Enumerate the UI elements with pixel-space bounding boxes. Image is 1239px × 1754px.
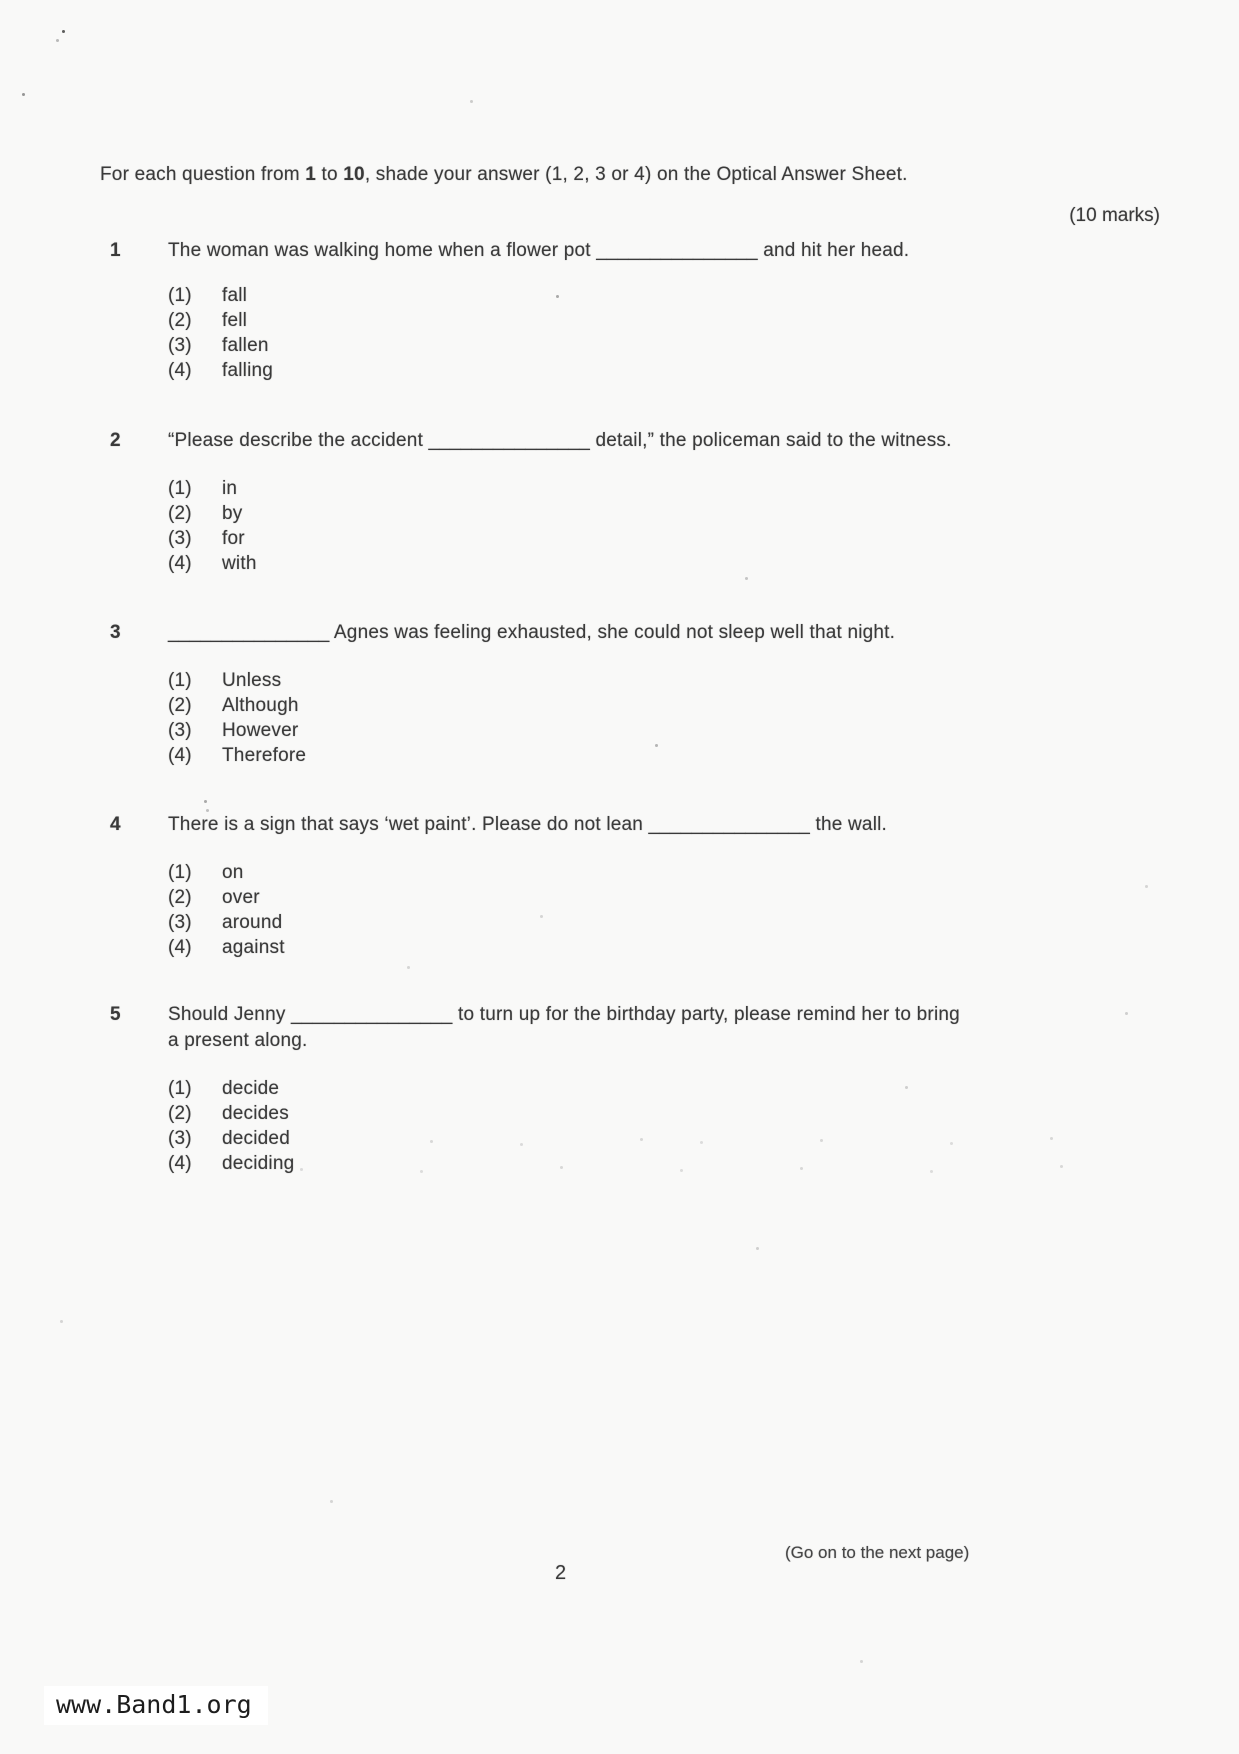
option-row: [168, 718, 1150, 743]
option-row: [168, 910, 1150, 935]
option-label: (3): [168, 912, 192, 933]
option-row: [168, 935, 1150, 960]
option-row: [168, 333, 1150, 358]
option-text: Therefore: [222, 745, 307, 766]
option-row: [168, 1151, 1150, 1176]
option-text: in: [222, 478, 238, 499]
option-row: [168, 1101, 1150, 1126]
option-text: for: [222, 528, 245, 549]
options-list: [168, 860, 1150, 960]
option-text: fell: [222, 310, 248, 331]
option-text: Although: [222, 695, 299, 716]
option-label: (3): [168, 528, 192, 549]
option-row: [168, 551, 1150, 576]
option-label: (4): [168, 937, 192, 958]
options-list: [168, 1076, 1150, 1176]
option-row: [168, 358, 1150, 383]
option-label: (1): [168, 478, 192, 499]
question-number: 2: [110, 430, 121, 451]
option-text: by: [222, 503, 243, 524]
option-text: on: [222, 862, 244, 883]
question-5: [110, 1002, 1150, 1176]
question-number: 3: [110, 622, 121, 643]
instruction-text: to: [316, 164, 344, 185]
option-text: fallen: [222, 335, 269, 356]
instruction-range-start: 1: [305, 164, 317, 185]
option-text: fall: [222, 285, 248, 306]
option-row: [168, 743, 1150, 768]
option-text: falling: [222, 360, 274, 381]
option-label: (4): [168, 1153, 192, 1174]
scan-noise-specks: [0, 0, 3, 3]
option-label: (1): [168, 862, 192, 883]
option-label: (3): [168, 335, 192, 356]
option-label: (3): [168, 1128, 192, 1149]
watermark-band1: www.Band1.org: [44, 1686, 268, 1725]
option-row: [168, 885, 1150, 910]
question-text: “Please describe the accident _______________ detail,” the policeman said to the witness.: [168, 430, 952, 451]
option-text: decides: [222, 1103, 289, 1124]
section-instructions: [100, 162, 1100, 188]
option-label: (2): [168, 887, 192, 908]
option-row: [168, 668, 1150, 693]
question-number: 1: [110, 240, 121, 261]
option-row: [168, 308, 1150, 333]
question-number: 5: [110, 1004, 121, 1025]
option-text: However: [222, 720, 299, 741]
options-list: [168, 283, 1150, 383]
question-3: [110, 620, 1150, 768]
option-label: (4): [168, 745, 192, 766]
option-label: (2): [168, 503, 192, 524]
question-text-line: a present along.: [168, 1030, 308, 1051]
option-text: decided: [222, 1128, 290, 1149]
go-on-next-page-note: (Go on to the next page): [785, 1543, 970, 1562]
option-row: [168, 501, 1150, 526]
question-4: [110, 812, 1150, 960]
option-label: (1): [168, 670, 192, 691]
option-label: (1): [168, 1078, 192, 1099]
option-text: against: [222, 937, 285, 958]
option-label: (2): [168, 1103, 192, 1124]
instruction-text: , shade your answer (1, 2, 3 or 4) on the Optical Answer Sheet.: [364, 164, 908, 185]
option-label: (2): [168, 695, 192, 716]
option-row: [168, 526, 1150, 551]
question-text: _______________ Agnes was feeling exhausted, she could not sleep well that night.: [168, 622, 896, 643]
option-label: (3): [168, 720, 192, 741]
options-list: [168, 668, 1150, 768]
question-2: [110, 428, 1150, 576]
option-text: decide: [222, 1078, 280, 1099]
question-text: There is a sign that says ‘wet paint’. Please do not lean _______________ the wall.: [168, 814, 888, 835]
question-text: [168, 1002, 1150, 1054]
option-row: [168, 860, 1150, 885]
option-text: with: [222, 553, 257, 574]
option-row: [168, 693, 1150, 718]
option-label: (4): [168, 360, 192, 381]
question-1: [110, 238, 1150, 383]
option-text: Unless: [222, 670, 282, 691]
marks-label: (10 marks): [1069, 205, 1160, 226]
option-label: (1): [168, 285, 192, 306]
option-label: (4): [168, 553, 192, 574]
page-number: 2: [555, 1562, 567, 1584]
option-text: over: [222, 887, 260, 908]
question-number: 4: [110, 814, 121, 835]
option-row: [168, 1076, 1150, 1101]
option-text: around: [222, 912, 283, 933]
instruction-range-end: 10: [343, 164, 365, 185]
question-text-line: Should Jenny _______________ to turn up for the birthday party, please remind her to bring: [168, 1004, 960, 1025]
option-row: [168, 476, 1150, 501]
options-list: [168, 476, 1150, 576]
instruction-text: For each question from: [100, 164, 306, 185]
question-text: The woman was walking home when a flower pot _______________ and hit her head.: [168, 240, 910, 261]
option-label: (2): [168, 310, 192, 331]
option-row: [168, 283, 1150, 308]
option-text: deciding: [222, 1153, 295, 1174]
option-row: [168, 1126, 1150, 1151]
